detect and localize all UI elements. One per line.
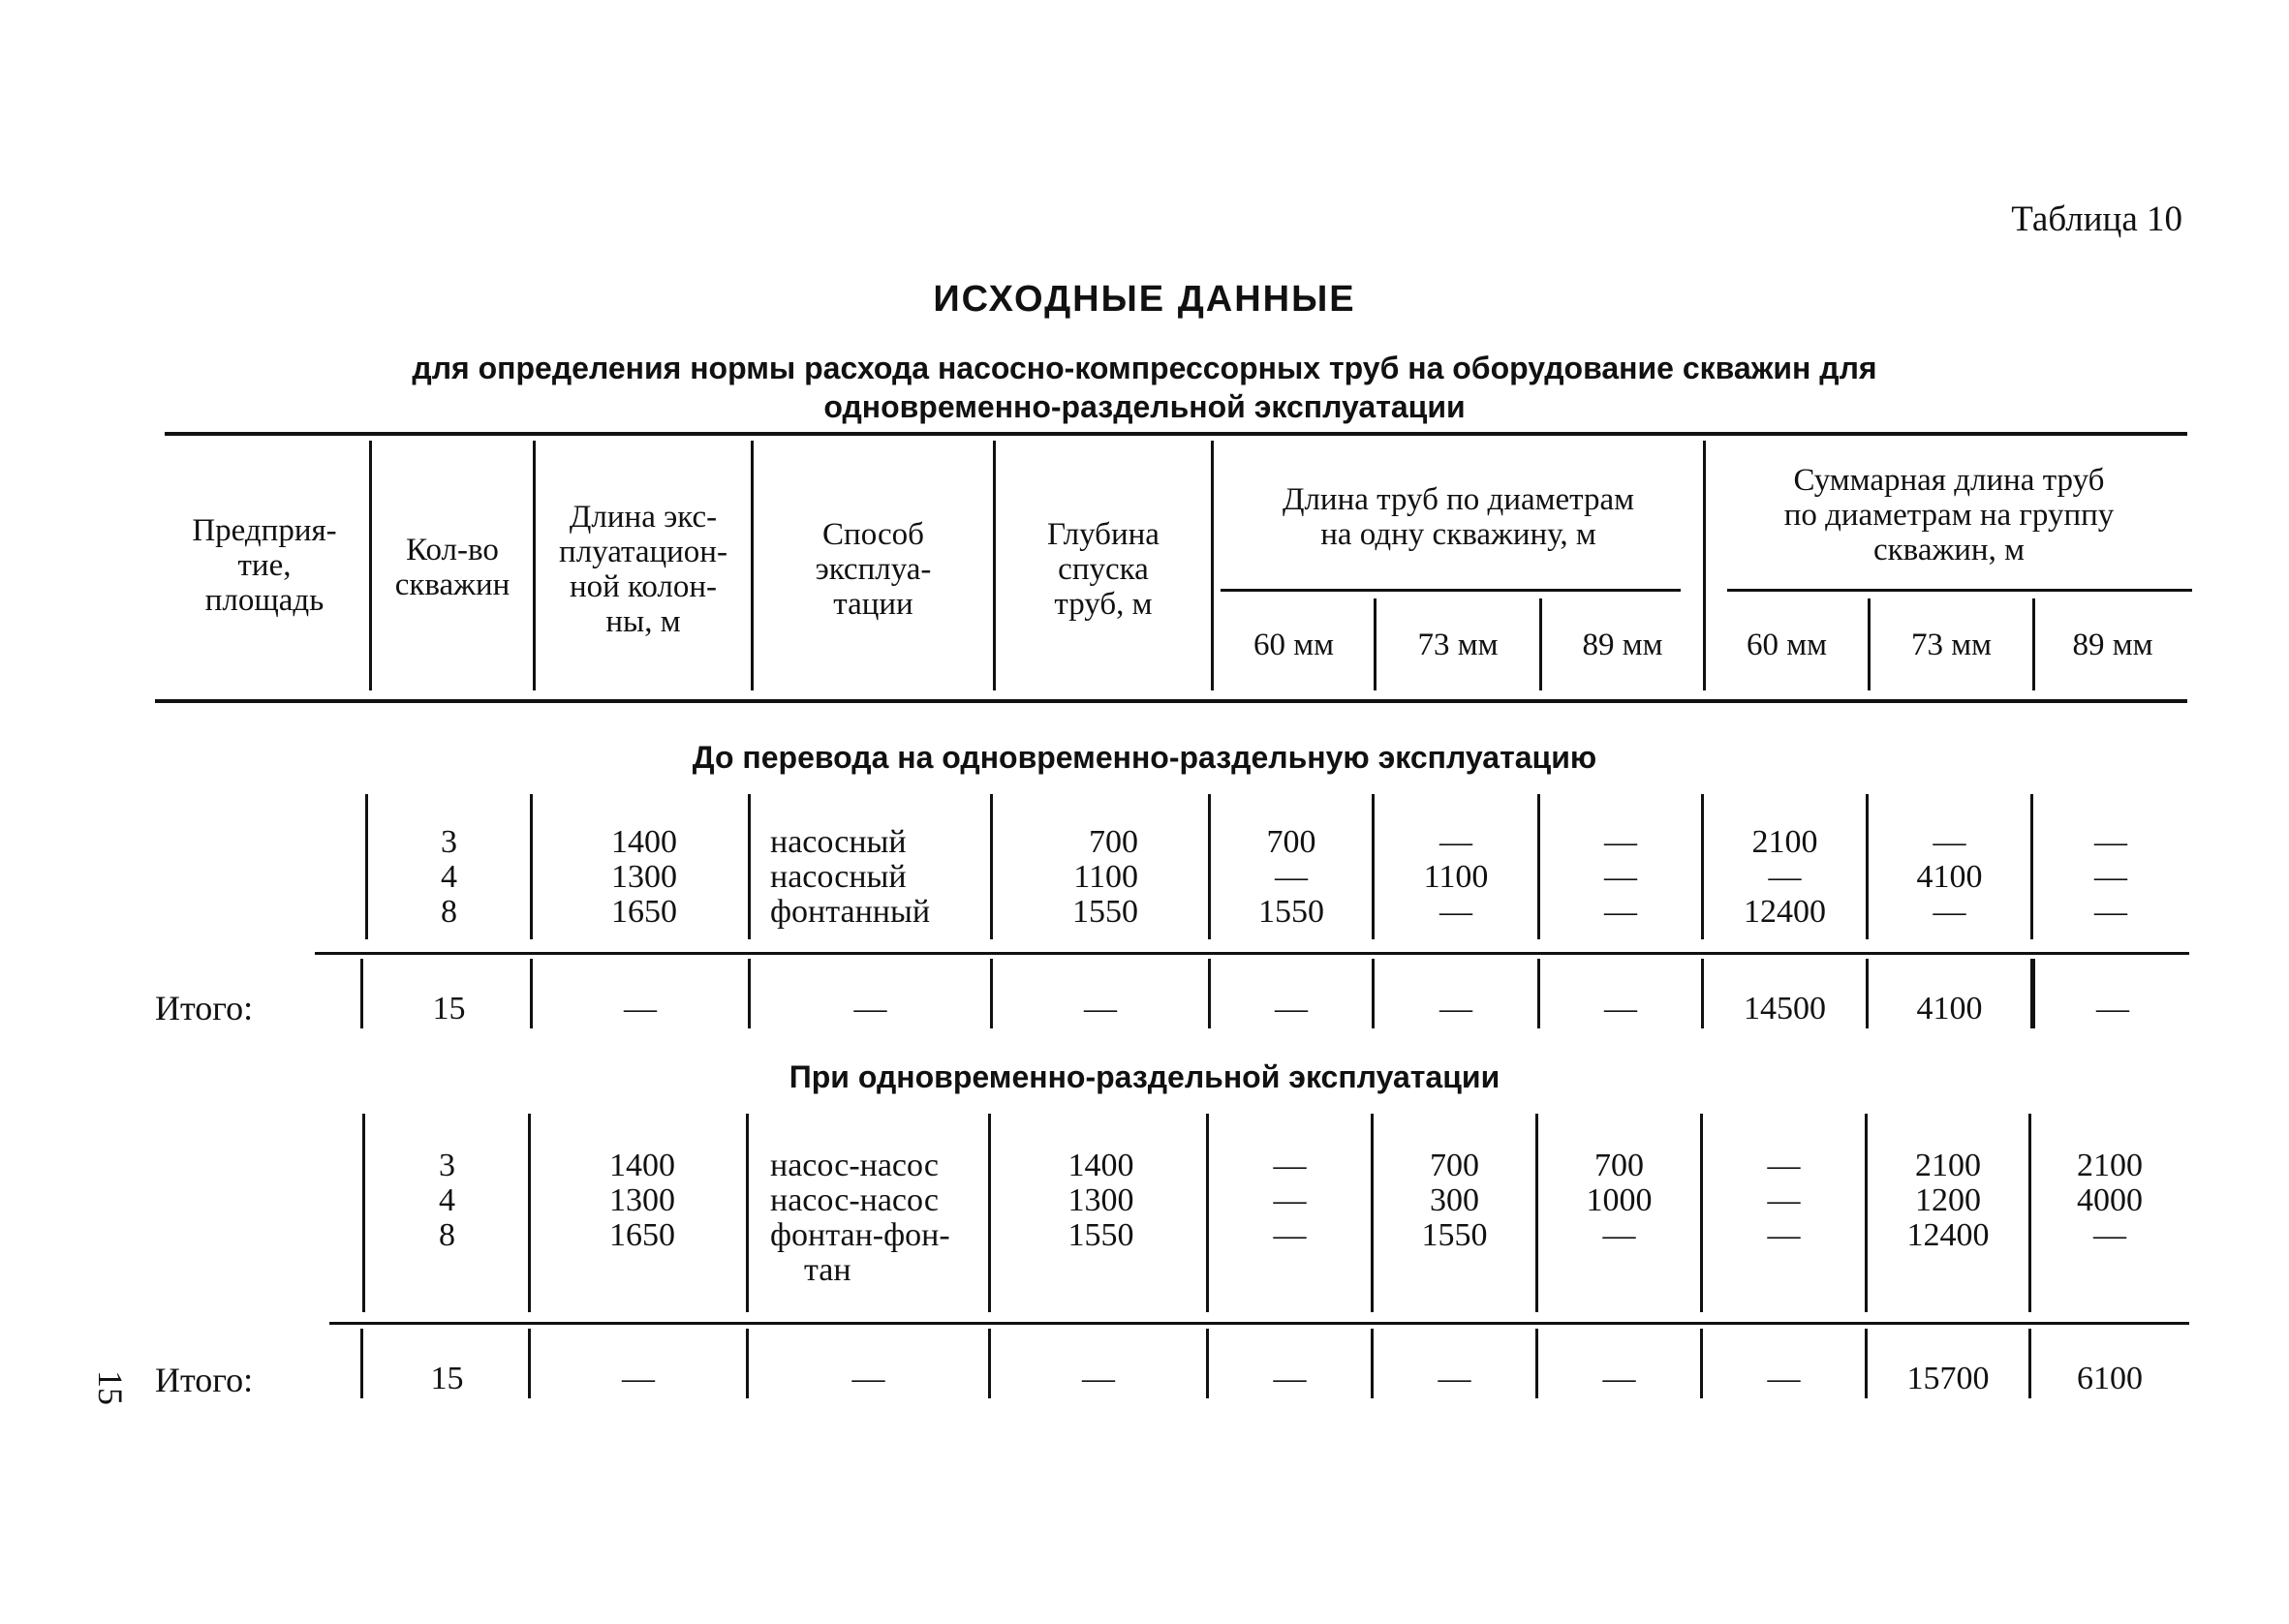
header-method-line: тации	[833, 587, 913, 622]
s1-g73-value: —	[1933, 824, 1966, 860]
s1-g89-value: —	[2094, 859, 2127, 895]
s1-vline-3	[748, 794, 751, 939]
s1-casing	[542, 825, 746, 930]
s2-g60	[1703, 1149, 1865, 1253]
s1-g89-value: —	[2094, 824, 2127, 860]
s2-method-value: насос-насос	[770, 1148, 939, 1183]
s1-g60-value: —	[1768, 859, 1802, 895]
s2-g89-value: 2100	[2077, 1148, 2143, 1183]
s1-g73	[1869, 825, 2030, 930]
s2-vline-1	[362, 1114, 365, 1312]
table-number: Таблица 10	[2011, 199, 2182, 239]
s2-g73-value: 12400	[1906, 1217, 1990, 1253]
s1-wells	[368, 825, 530, 930]
header-wells-line: скважин	[394, 567, 510, 602]
header-per-well	[1214, 482, 1703, 552]
s2-g60-value: —	[1767, 1217, 1801, 1253]
section1-title: До перевода на одновременно-раздельную эксплуатацию	[692, 740, 1597, 775]
header-group-line: по диаметрам на группу	[1783, 498, 2115, 533]
s2-g89	[2031, 1149, 2188, 1253]
s1-depth	[998, 825, 1138, 930]
s2-d60-value: —	[1273, 1217, 1307, 1253]
s1-d73-value: 1100	[1423, 859, 1489, 895]
s2-total-g73: 15700	[1906, 1361, 1990, 1396]
section2-title: При одновременно-раздельной эксплуатации	[789, 1059, 1500, 1094]
s2-casing-value: 1650	[609, 1217, 675, 1253]
header-depth	[996, 517, 1211, 622]
s2-method-value: тан	[804, 1252, 851, 1288]
s2-d73-value: 700	[1430, 1148, 1479, 1183]
subtitle-line-2: одновременно-раздельной эксплуатации	[823, 389, 1466, 424]
s1-method-value: насосный	[770, 824, 907, 860]
header-enterprise-line: Предприя-	[192, 513, 337, 548]
header-casing-line: ной колон-	[569, 569, 718, 604]
s1-d89-value: —	[1604, 824, 1637, 860]
s2-vline-3	[746, 1114, 749, 1312]
document-subtitle	[0, 349, 2289, 426]
s1-method-value: насосный	[770, 859, 907, 895]
s2-total-d60: —	[1273, 1361, 1307, 1396]
s1-depth-value: 700	[1089, 824, 1138, 860]
subheader-rule-per-well	[1221, 589, 1681, 592]
s1-g73-value: —	[1933, 894, 1966, 930]
header-depth-line: спуска	[1058, 552, 1149, 587]
header-casing-line: Длина экс-	[569, 500, 718, 535]
s1-total-depth: —	[1084, 991, 1117, 1026]
s1-d60-value: 700	[1266, 824, 1316, 860]
header-bottom-rule	[155, 699, 2187, 703]
section1-total-rule	[315, 952, 2189, 955]
s2-wells-value: 3	[439, 1148, 455, 1183]
s2-g73-value: 2100	[1915, 1148, 1981, 1183]
header-wells-line: Кол-во	[406, 533, 499, 567]
header-enterprise	[163, 513, 366, 618]
header-wells	[372, 533, 533, 602]
s2-method-value: насос-насос	[770, 1182, 939, 1218]
header-method-line: Способ	[822, 517, 924, 552]
s1-d60	[1211, 825, 1372, 930]
s2t-vline-1	[360, 1329, 363, 1398]
s1-total-d73: —	[1439, 991, 1472, 1026]
s2-depth-value: 1300	[1067, 1182, 1134, 1218]
s2-depth-value: 1400	[1067, 1148, 1134, 1183]
s2-d89-value: 1000	[1586, 1182, 1653, 1218]
s1-d89-value: —	[1604, 859, 1637, 895]
s2-wells-value: 8	[439, 1217, 455, 1253]
header-method-line: эксплуа-	[815, 552, 932, 587]
header-casing-line: ны, м	[605, 604, 681, 639]
s2-g73	[1868, 1149, 2028, 1253]
s1-vline-2	[530, 794, 533, 939]
s2-g60-value: —	[1767, 1148, 1801, 1183]
s1-total-d60: —	[1275, 991, 1308, 1026]
s1-method-value: фонтанный	[770, 894, 931, 930]
s2-g89-value: —	[2093, 1217, 2126, 1253]
s1-depth-value: 1550	[1072, 894, 1138, 930]
s2-total-d73: —	[1438, 1361, 1471, 1396]
s1-total-wells: 15	[432, 991, 466, 1026]
s2-total-d89: —	[1602, 1361, 1636, 1396]
s2-total-casing: —	[622, 1361, 655, 1396]
header-per-well-line: Длина труб по диаметрам	[1282, 482, 1635, 517]
header-group	[1706, 463, 2192, 567]
s1-method	[770, 825, 988, 930]
s2-depth	[996, 1149, 1206, 1253]
s2-d60-value: —	[1273, 1182, 1307, 1218]
s1-g60-value: 2100	[1751, 824, 1818, 860]
header-depth-line: Глубина	[1047, 517, 1160, 552]
s2-d89-value: —	[1602, 1217, 1636, 1253]
s1-d73	[1375, 825, 1537, 930]
s1-g60	[1704, 825, 1866, 930]
header-g73: 73 мм	[1910, 628, 1992, 662]
s1-total-method: —	[853, 991, 887, 1026]
header-g89: 89 мм	[2072, 628, 2153, 662]
s1-casing-value: 1400	[611, 824, 677, 860]
s1-depth-value: 1100	[1073, 859, 1138, 895]
s2-total-depth: —	[1082, 1361, 1115, 1396]
s2-d73-value: 1550	[1421, 1217, 1488, 1253]
s1t-vline-1	[360, 959, 363, 1028]
s2-casing-value: 1300	[609, 1182, 675, 1218]
subheader-rule-group	[1727, 589, 2192, 592]
page-number: 15	[91, 1370, 130, 1405]
s1-g60-value: 12400	[1744, 894, 1826, 930]
s1-wells-value: 4	[441, 859, 457, 895]
table-top-rule	[165, 432, 2187, 436]
s1-wells-value: 8	[441, 894, 457, 930]
s1-total-g89: —	[2096, 991, 2129, 1026]
s1-d73-value: —	[1439, 894, 1472, 930]
s2-wells	[366, 1149, 528, 1253]
s1-vline-4	[990, 794, 993, 939]
s2-d73-value: 300	[1430, 1182, 1479, 1218]
s1-total-g60: 14500	[1744, 991, 1826, 1026]
s2-d60	[1209, 1149, 1371, 1253]
s2-d60-value: —	[1273, 1148, 1307, 1183]
s2-total-g60: —	[1767, 1361, 1801, 1396]
s2-total-label: Итого:	[155, 1361, 254, 1399]
header-casing	[536, 500, 751, 639]
s1-total-d89: —	[1604, 991, 1637, 1026]
section2-total-rule	[329, 1322, 2189, 1325]
s2-d89-value: 700	[1594, 1148, 1644, 1183]
s2-vline-4	[988, 1114, 991, 1312]
s1-d60-value: —	[1275, 859, 1308, 895]
header-per-well-line: на одну скважину, м	[1320, 517, 1596, 552]
header-group-line: скважин, м	[1873, 533, 2025, 567]
header-method	[754, 517, 993, 622]
s2-g73-value: 1200	[1915, 1182, 1981, 1218]
s1-d89	[1540, 825, 1701, 930]
s2-depth-value: 1550	[1067, 1217, 1134, 1253]
s2-g60-value: —	[1767, 1182, 1801, 1218]
s2-d89	[1538, 1149, 1700, 1253]
header-d89: 89 мм	[1582, 628, 1663, 662]
s1-total-g73: 4100	[1916, 991, 1983, 1026]
s1-wells-value: 3	[441, 824, 457, 860]
s2-method	[770, 1149, 988, 1288]
s2-g89-value: 4000	[2077, 1182, 2143, 1218]
s1-casing-value: 1650	[611, 894, 677, 930]
s2-total-wells: 15	[430, 1361, 464, 1396]
s2-total-method: —	[851, 1361, 885, 1396]
header-d73: 73 мм	[1417, 628, 1499, 662]
s2-d73	[1374, 1149, 1535, 1253]
s1-d89-value: —	[1604, 894, 1637, 930]
s2-casing-value: 1400	[609, 1148, 675, 1183]
s2-total-g89: 6100	[2077, 1361, 2143, 1396]
header-casing-line: плуатацион-	[559, 535, 727, 569]
document-title: ИСХОДНЫЕ ДАННЫЕ	[933, 279, 1356, 320]
header-enterprise-line: тие,	[237, 548, 292, 583]
subtitle-line-1: для определения нормы расхода насосно-компрессорных труб на оборудование скважин для	[412, 351, 1877, 385]
s2-method-value: фонтан-фон-	[770, 1217, 950, 1253]
header-enterprise-line: площадь	[204, 583, 325, 618]
s1-g73-value: 4100	[1916, 859, 1983, 895]
s1-g89-value: —	[2094, 894, 2127, 930]
s1-g89	[2033, 825, 2188, 930]
s2-vline-2	[528, 1114, 531, 1312]
header-group-line: Суммарная длина труб	[1793, 463, 2105, 498]
s2-casing	[541, 1149, 744, 1253]
s1-total-label: Итого:	[155, 989, 254, 1027]
s1-casing-value: 1300	[611, 859, 677, 895]
s1-d73-value: —	[1439, 824, 1472, 860]
header-d60: 60 мм	[1253, 628, 1334, 662]
header-depth-line: труб, м	[1054, 587, 1153, 622]
s2-wells-value: 4	[439, 1182, 455, 1218]
header-g60: 60 мм	[1746, 628, 1827, 662]
s1-total-casing: —	[624, 991, 657, 1026]
s1-d60-value: 1550	[1258, 894, 1324, 930]
